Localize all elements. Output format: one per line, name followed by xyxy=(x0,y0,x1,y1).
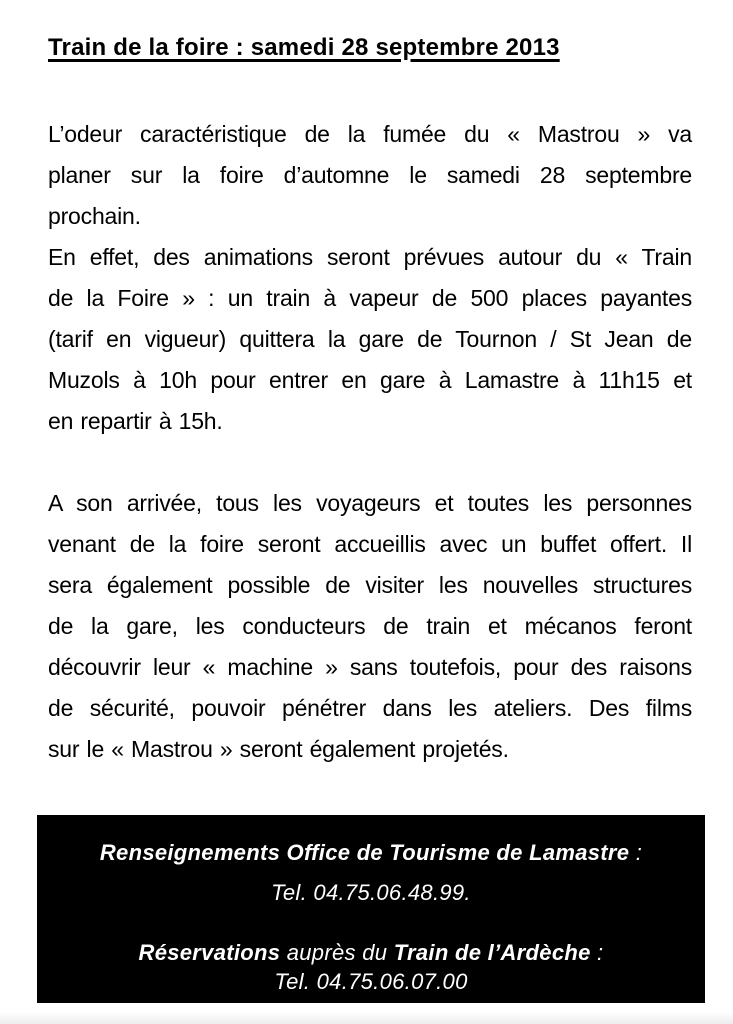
text-line: en repartir à 15h. xyxy=(48,408,223,434)
text-line: (tarif en vigueur) quittera la gare de Tournon / St Jean de xyxy=(48,326,692,352)
text-segment: auprès du xyxy=(280,940,394,965)
text-segment: Renseignements Office de Tourisme de Lamastre xyxy=(99,840,630,865)
text-line: Muzols à 10h pour entrer en gare à Lamastre à 11h15 et xyxy=(48,367,692,393)
text-line: de la gare, les conducteurs de train et mécanos feront xyxy=(48,613,692,639)
reservations-line xyxy=(37,940,705,966)
text-line: de sécurité, pouvoir pénétrer dans les ateliers. Des films xyxy=(48,695,692,721)
text-segment: Train de l’Ardèche xyxy=(393,940,591,965)
text-line: prochain. xyxy=(48,203,141,229)
info-box xyxy=(37,815,705,1003)
body-text xyxy=(48,114,692,770)
text-line: de la Foire » : un train à vapeur de 500 places payantes xyxy=(48,285,692,311)
text-segment: Réservations xyxy=(138,940,281,965)
reservations-tel: Tel. 04.75.06.07.00 xyxy=(274,969,468,994)
text-line: sur le « Mastrou » seront également projetés. xyxy=(48,736,509,762)
text-line: En effet, des animations seront prévues autour du « Train xyxy=(48,244,692,270)
paragraph-animations xyxy=(48,237,692,442)
paragraph-odeur xyxy=(48,114,692,237)
text-line: L’odeur caractéristique de la fumée du « Mastrou » va xyxy=(48,121,692,147)
text-segment: : xyxy=(590,940,604,965)
page-bottom-scan-edge xyxy=(0,1012,733,1024)
paragraph-arrivee xyxy=(48,483,692,770)
document-title: Train de la foire : samedi 28 septembre 2013 xyxy=(48,34,560,61)
text-line: découvrir leur « machine » sans toutefois, pour des raisons xyxy=(48,654,692,680)
renseignements-line xyxy=(37,840,705,866)
text-line: A son arrivée, tous les voyageurs et toutes les personnes xyxy=(48,490,692,516)
text-line: sera également possible de visiter les nouvelles structures xyxy=(48,572,692,598)
text-segment: : xyxy=(629,840,643,865)
text-line: venant de la foire seront accueillis avec un buffet offert. Il xyxy=(48,531,692,557)
document-content xyxy=(48,0,692,770)
renseignements-tel: Tel. 04.75.06.48.99. xyxy=(271,880,471,905)
text-line: planer sur la foire d’automne le samedi 28 septembre xyxy=(48,162,692,188)
